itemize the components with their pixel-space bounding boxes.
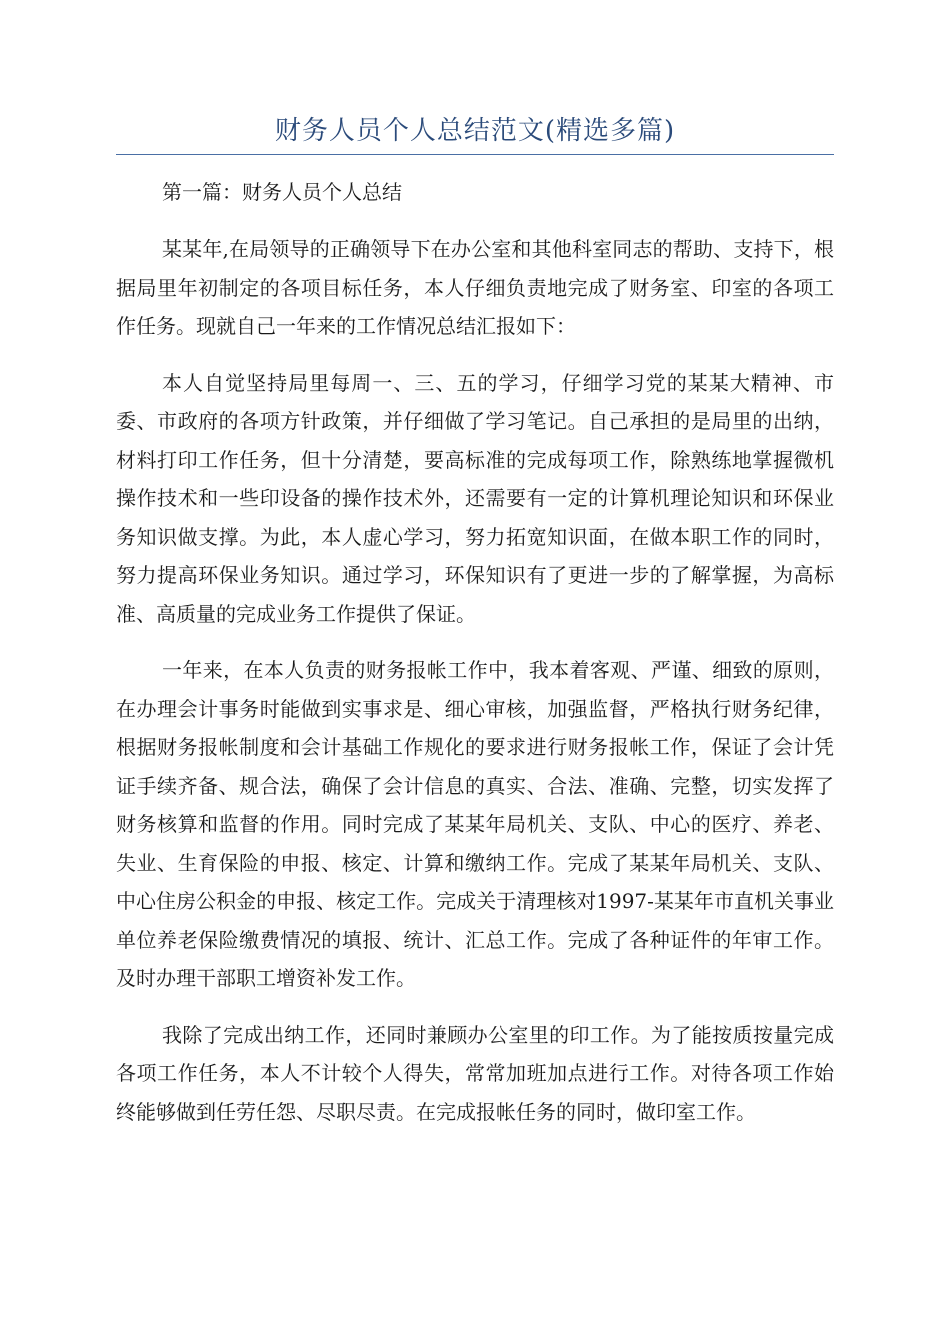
document-title: 财务人员个人总结范文(精选多篇): [274, 116, 676, 146]
paragraph-1: 某某年,在局领导的正确领导下在办公室和其他科室同志的帮助、支持下，根据局里年初制定的各项目标任务，本人仔细负责地完成了财务室、印室的各项工作任务。现就自己一年来的工作情况总结汇报如下：: [116, 237, 834, 338]
paragraph-4: 我除了完成出纳工作，还同时兼顾办公室里的印工作。为了能按质按量完成各项工作任务，本人不计较个人得失，常常加班加点进行工作。对待各项工作始终能够做到任劳任怨、尽职尽责。在完成报帐任务的同时，做印室工作。: [116, 1022, 834, 1124]
document-body: [116, 172, 834, 1131]
paragraph-2: 本人自觉坚持局里每周一、三、五的学习，仔细学习党的某某大精神、市委、市政府的各项方针政策，并仔细做了学习笔记。自己承担的是局里的出纳，材料打印工作任务，但十分清楚，要高标准的完成每项工作，除熟练地掌握微机操作技术和一些印设备的操作技术外，还需要有一定的计算机理论知识和环保业务知识做支撑。为此，本人虚心学习，努力拓宽知识面，在做本职工作的同时，努力提高环保业务知识。通过学习，环保知识有了更进一步的了解掌握，为高标准、高质量的完成业务工作提供了保证。: [116, 370, 834, 626]
paragraph-3: 一年来，在本人负责的财务报帐工作中，我本着客观、严谨、细致的原则，在办理会计事务时能做到实事求是、细心审核，加强监督，严格执行财务纪律，根据财务报帐制度和会计基础工作规化的要求进行财务报帐工作，保证了会计凭证手续齐备、规合法，确保了会计信息的真实、合法、准确、完整，切实发挥了财务核算和监督的作用。同时完成了某某年局机关、支队、中心的医疗、养老、失业、生育保险的申报、核定、计算和缴纳工作。完成了某某年局机关、支队、中心住房公积金的申报、核定工作。完成关于清理核对1997-某某年市直机关事业单位养老保险缴费情况的填报、统计、汇总工作。完成了各种证件的年审工作。及时办理干部职工增资补发工作。: [116, 658, 834, 990]
section-heading: 第一篇：财务人员个人总结: [162, 180, 402, 204]
title-underline: [116, 154, 834, 155]
